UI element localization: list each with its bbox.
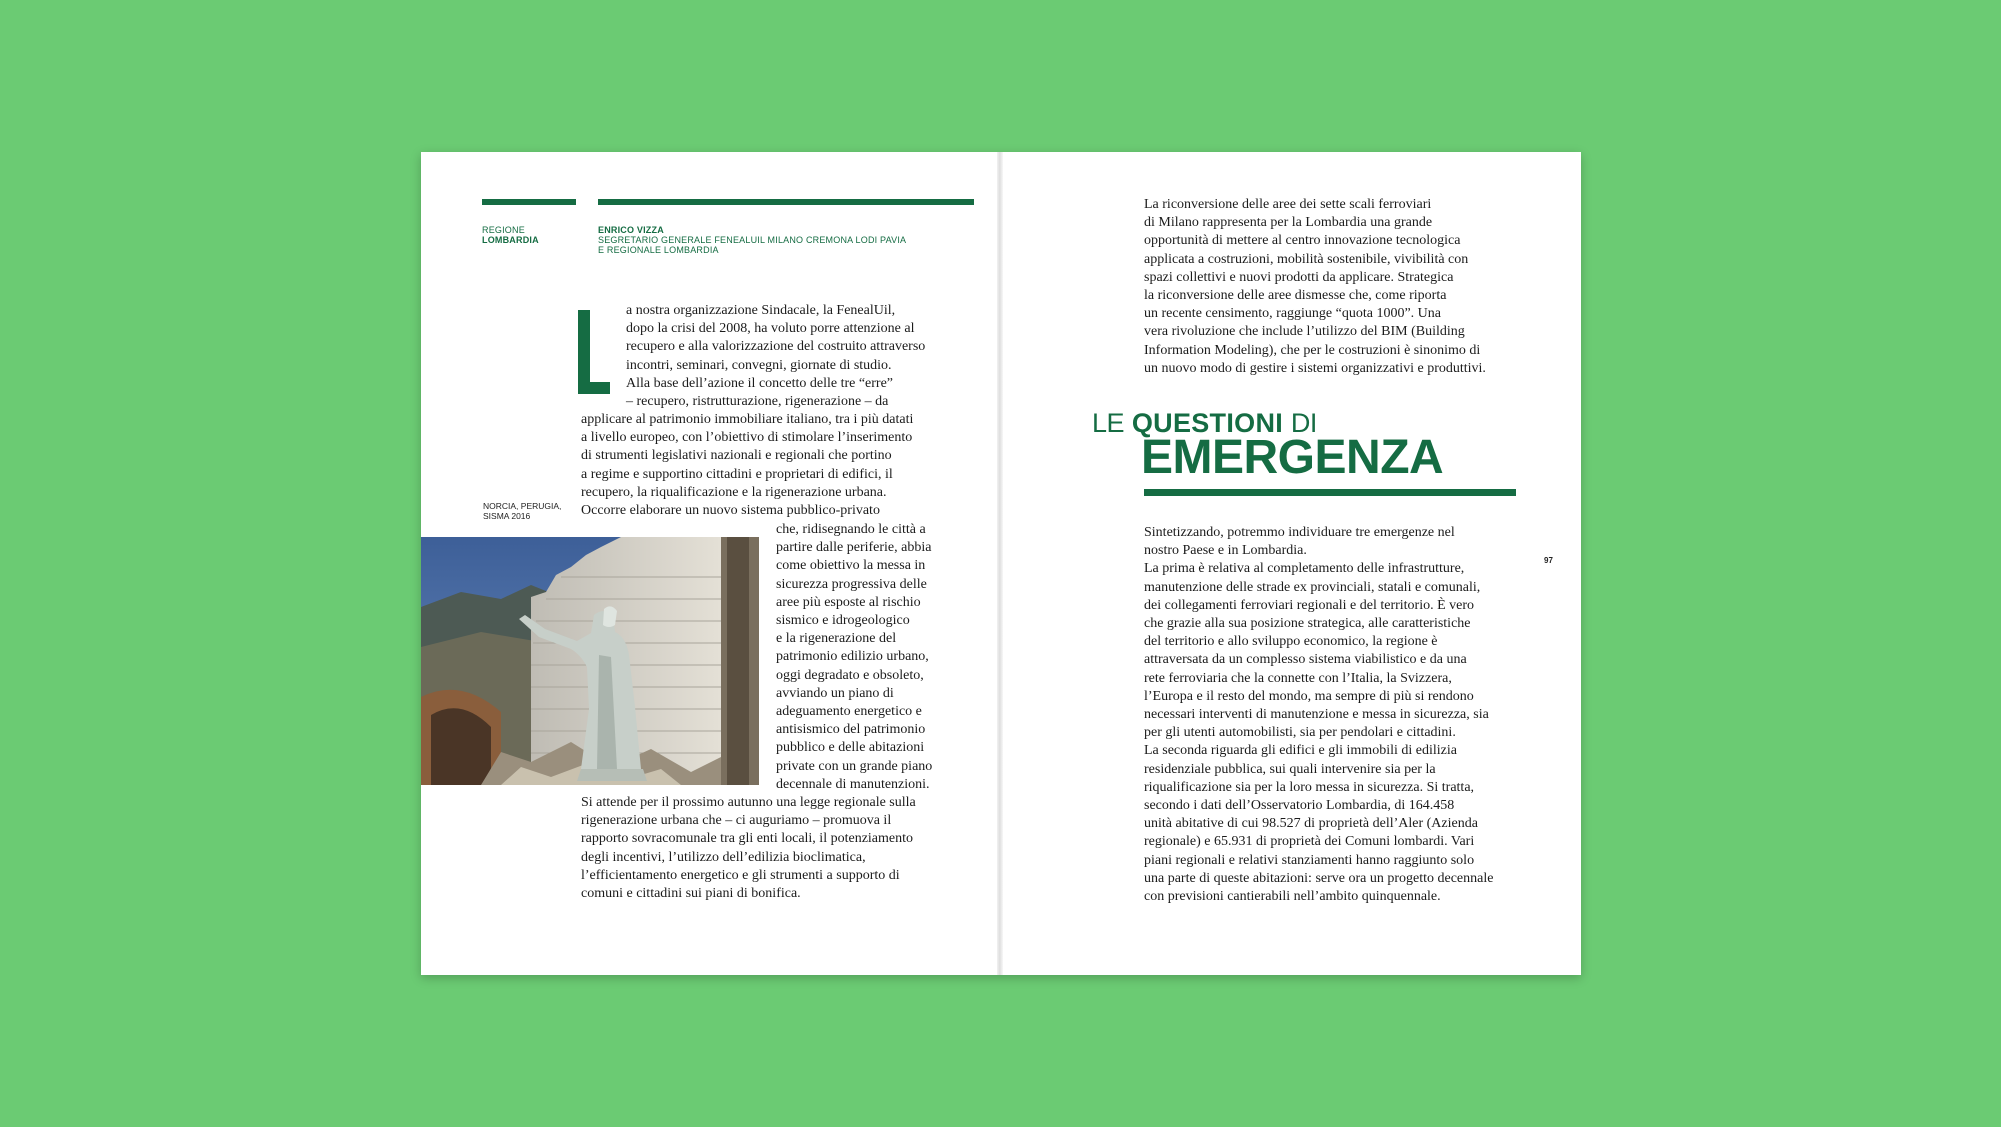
text-line: l’Europa e il resto del mondo, ma sempre di più si rendono: [1144, 688, 1474, 704]
author-rule: [598, 199, 974, 205]
text-line: Si attende per il prossimo autunno una legge regionale sulla: [581, 795, 916, 810]
text-line: una parte di queste abitazioni: serve ora un progetto decennale: [1144, 870, 1494, 886]
text-line: a regime e supportino cittadini e proprietari di edifici, il: [581, 466, 893, 482]
text-line: decennale di manutenzioni.: [776, 776, 930, 792]
text-line: a nostra organizzazione Sindacale, la FenealUil,: [626, 303, 896, 318]
section-meta: [482, 225, 539, 245]
text-line: oggi degradato e obsoleto,: [776, 667, 924, 683]
text-line: regionale) e 65.931 di proprietà dei Comuni lombardi. Vari: [1144, 834, 1475, 850]
text-line: un recente censimento, raggiunge “quota 1000”. Una: [1144, 306, 1442, 322]
section-rule: [482, 199, 576, 205]
text-line: nostro Paese e in Lombardia.: [1144, 543, 1307, 559]
text-line: di Milano rappresenta per la Lombardia una grande: [1144, 215, 1433, 231]
text-line: aree più esposte al rischio: [776, 594, 921, 610]
author-role-line2: E REGIONALE LOMBARDIA: [598, 245, 719, 255]
text-line: manutenzione delle strade ex provinciali, statali e comunali,: [1144, 579, 1481, 595]
text-line: recupero, la riqualificazione e la rigenerazione urbana.: [581, 484, 887, 500]
text-line: rigenerazione urbana che – ci auguriamo – promuova il: [581, 813, 892, 829]
text-line: adeguamento energetico e: [776, 704, 922, 720]
text-line: secondo i dati dell’Osservatorio Lombardia, di 164.458: [1144, 798, 1455, 814]
text-line: applicare al patrimonio immobiliare italiano, tra i più datati: [581, 412, 914, 427]
text-line: vera rivoluzione che include l’utilizzo del BIM (Building: [1144, 324, 1465, 340]
heading-word-le: LE: [1092, 408, 1125, 438]
text-line: La prima è relativa al completamento delle infrastrutture,: [1144, 561, 1465, 577]
caption-line: SISMA 2016: [483, 511, 531, 521]
intro-text: [1144, 196, 1486, 378]
text-line: rapporto sovracomunale tra gli enti locali, il potenziamento: [581, 831, 914, 847]
text-line: pubblico e delle abitazioni: [776, 740, 925, 756]
photo-caption: [483, 501, 561, 521]
text-line: partire dalle periferie, abbia: [776, 540, 932, 556]
text-line: per gli utenti automobilisti, sia per pendolari e cittadini.: [1144, 725, 1456, 741]
author-name: ENRICO VIZZA: [598, 225, 664, 235]
text-line: necessari interventi di manutenzione e messa in sicurezza, sia: [1144, 707, 1489, 723]
text-line: private con un grande piano: [776, 758, 933, 774]
text-line: avviando un piano di: [776, 685, 894, 701]
magazine-spread: [421, 152, 1581, 975]
text-line: dopo la crisi del 2008, ha voluto porre attenzione al: [626, 321, 915, 337]
section-heading-main: EMERGENZA: [1141, 431, 1444, 484]
statue-photo: [421, 537, 759, 785]
text-after-photo: [581, 794, 916, 903]
left-page: [421, 152, 999, 975]
text-line: che grazie alla sua posizione strategica, alle caratteristiche: [1144, 616, 1471, 632]
text-line: residenziale pubblica, sui quali intervenire sia per la: [1144, 761, 1436, 777]
text-line: come obiettivo la messa in: [776, 558, 926, 574]
heading-word-questioni: QUESTIONI: [1131, 408, 1284, 438]
right-page: [1000, 152, 1581, 975]
text-line: a livello europeo, con l’obiettivo di stimolare l’inserimento: [581, 430, 913, 446]
caption-line: NORCIA, PERUGIA,: [483, 501, 562, 511]
intro-text-indented: [626, 302, 925, 411]
text-line: Information Modeling), che per le costruzioni è sinonimo di: [1144, 342, 1481, 358]
text-line: di strumenti legislativi nazionali e regionali che portino: [581, 448, 892, 464]
heading-word-di: DI: [1290, 408, 1317, 438]
text-line: Alla base dell’azione il concetto delle tre “erre”: [626, 375, 894, 391]
text-full-width: [581, 411, 913, 520]
page-number: 97: [1544, 556, 1553, 565]
text-line: recupero e alla valorizzazione del costruito attraverso: [626, 339, 926, 355]
section-label: REGIONE: [482, 225, 525, 235]
text-line: dei collegamenti ferroviari regionali e del territorio. È vero: [1144, 597, 1475, 613]
text-line: l’efficientamento energetico e gli strumenti a supporto di: [581, 867, 900, 883]
drop-cap: [578, 310, 614, 394]
text-line: – recupero, ristrutturazione, rigenerazione – da: [626, 394, 889, 410]
text-line: opportunità di mettere al centro innovazione tecnologica: [1144, 233, 1461, 249]
text-line: piani regionali e relativi stanziamenti hanno raggiunto solo: [1144, 852, 1475, 868]
statue-image: [421, 537, 759, 785]
author-meta: [598, 225, 906, 255]
text-line: Occorre elaborare un nuovo sistema pubblico-privato: [581, 503, 880, 519]
text-line: applicata a costruzioni, mobilità sostenibile, vivibilità con: [1144, 251, 1469, 267]
text-line: La riconversione delle aree dei sette scali ferroviari: [1144, 197, 1432, 212]
text-line: spazi collettivi e nuovi prodotti da applicare. Strategica: [1144, 269, 1454, 285]
author-role-line1: SEGRETARIO GENERALE FENEALUIL MILANO CREMONA LODI PAVIA: [598, 235, 907, 245]
text-line: antisismico del patrimonio: [776, 722, 926, 738]
text-line: degli incentivi, l’utilizzo dell’edilizia bioclimatica,: [581, 849, 866, 865]
text-line: unità abitative di cui 98.527 di proprietà dell’Aler (Azienda: [1144, 816, 1478, 832]
text-line: rete ferroviaria che la connette con l’Italia, la Svizzera,: [1144, 670, 1452, 686]
text-line: La seconda riguarda gli edifici e gli immobili di edilizia: [1144, 743, 1457, 759]
text-line: e la rigenerazione del: [776, 631, 897, 647]
section-value: LOMBARDIA: [482, 235, 539, 245]
text-line: un nuovo modo di gestire i sistemi organizzativi e produttivi.: [1144, 360, 1486, 376]
text-line: riqualificazione sia per la loro messa in sicurezza. Si tratta,: [1144, 779, 1475, 795]
text-line: sismico e idrogeologico: [776, 613, 910, 629]
heading-rule: [1144, 489, 1516, 496]
text-line: Sintetizzando, potremmo individuare tre emergenze nel: [1144, 525, 1455, 540]
text-line: patrimonio edilizio urbano,: [776, 649, 929, 665]
text-line: incontri, seminari, convegni, giornate di studio.: [626, 357, 892, 373]
text-beside-photo: [776, 521, 932, 794]
text-line: che, ridisegnando le città a: [776, 522, 926, 537]
text-line: comuni e cittadini sui piani di bonifica.: [581, 886, 801, 902]
body-text: [1144, 524, 1493, 906]
text-line: con previsioni cantierabili nell’ambito quinquennale.: [1144, 889, 1441, 905]
text-line: sicurezza progressiva delle: [776, 576, 927, 592]
text-line: del territorio e allo sviluppo economico, la regione è: [1144, 634, 1438, 650]
text-line: la riconversione delle aree dismesse che, come riporta: [1144, 288, 1447, 304]
text-line: attraversata da un complesso sistema viabilistico e da una: [1144, 652, 1467, 668]
